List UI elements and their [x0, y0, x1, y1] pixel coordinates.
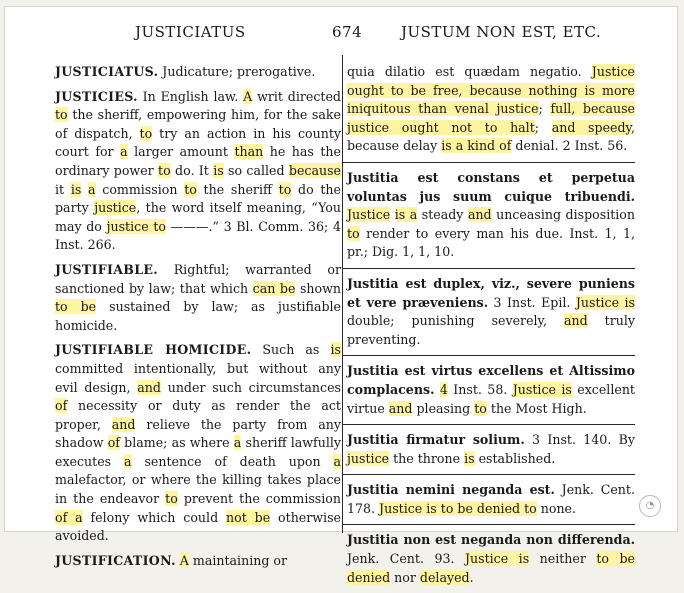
- latin-maxim: Justitia est duplex, viz., severe puniens et vere præveniens.: [347, 275, 635, 310]
- highlighted-text: of: [107, 435, 120, 451]
- entry-text: committed intentionally, but without any evil design,: [55, 360, 341, 395]
- highlighted-text: of a: [55, 509, 83, 525]
- entry-text: writ directed: [252, 88, 341, 104]
- highlighted-text: and speedy: [551, 119, 631, 135]
- entry-text: maintaining or: [188, 552, 287, 568]
- left-entry: [55, 88, 341, 255]
- highlighted-text: to: [474, 400, 487, 416]
- right-entry: [347, 531, 635, 587]
- entry-text: Inst. 58.: [447, 381, 513, 397]
- entry-separator: [343, 162, 635, 163]
- entry-text: relieve the party from any shadow: [55, 416, 341, 451]
- entry-headword: JUSTICIES.: [55, 88, 138, 104]
- highlighted-text: because: [288, 162, 341, 178]
- highlighted-text: 4: [439, 381, 448, 397]
- entry-text: ———.” 3 Bl. Comm. 36; 4 Inst. 266.: [55, 218, 341, 253]
- entry-text: prevent the commission: [177, 491, 341, 507]
- highlighted-text: justice: [94, 200, 137, 216]
- entry-text: sheriff lawfully executes: [55, 435, 341, 469]
- entry-text: blame; as where: [119, 435, 234, 451]
- entry-text: felony which could: [82, 509, 227, 525]
- entry-text: commission: [95, 181, 185, 197]
- entry-text: shown: [295, 280, 341, 296]
- entry-text: steady: [417, 207, 468, 223]
- highlighted-text: can be: [252, 280, 296, 296]
- entry-text: excellent virtue: [347, 381, 635, 416]
- entry-text: In English law.: [137, 88, 244, 104]
- entry-text: sentence of death upon: [131, 453, 334, 469]
- highlighted-text: and: [467, 207, 492, 223]
- entry-text: nor: [390, 569, 420, 585]
- entry-text: double; punishing severely,: [347, 313, 564, 329]
- entry-text: try an action in his county court for: [55, 125, 341, 160]
- entry-headword: JUSTIFICATION.: [55, 552, 176, 568]
- highlighted-text: and: [388, 400, 413, 416]
- entry-text: Judicature; prerogative.: [158, 64, 316, 79]
- latin-maxim: Justitia non est neganda non differenda.: [347, 532, 635, 548]
- highlighted-text: A: [243, 88, 253, 104]
- highlighted-text: is a: [394, 207, 418, 223]
- entry-text: he has the ordinary power: [55, 144, 341, 178]
- entry-text: 3 Inst. 140. By: [524, 432, 635, 448]
- entry-text: truly preventing.: [347, 313, 635, 347]
- entry-text: render to every man his due. Inst. 1, 1, pr.; Dig. 1, 1, 10.: [347, 225, 635, 260]
- highlighted-text: and: [111, 416, 136, 432]
- entry-headword: JUSTIFIABLE HOMICIDE.: [55, 342, 252, 358]
- entry-text: the sheriff, empowering him, for the sake of dispatch,: [55, 107, 341, 141]
- entry-text: so called: [223, 162, 289, 178]
- entry-text: it: [55, 181, 71, 197]
- entry-separator: [343, 474, 635, 475]
- entry-text: under such circumstances: [160, 379, 341, 395]
- highlighted-text: Justice is to be denied to: [379, 500, 537, 516]
- highlighted-text: is: [70, 181, 82, 197]
- entry-text: Jenk. Cent. 93.: [347, 551, 465, 567]
- left-entry: [55, 552, 341, 571]
- highlighted-text: a: [333, 453, 341, 469]
- column-divider: [342, 55, 343, 533]
- header-right-guide-word: JUSTUM NON EST, ETC.: [401, 23, 602, 41]
- highlighted-text: Justice is: [464, 551, 530, 567]
- highlighted-text: a: [120, 144, 128, 160]
- highlighted-text: Justice: [347, 207, 391, 223]
- right-column: [347, 63, 635, 593]
- entry-text: .: [469, 569, 474, 585]
- latin-maxim: Justitia nemini neganda est.: [347, 482, 555, 498]
- highlighted-text: is: [330, 342, 341, 358]
- highlighted-text: of: [55, 398, 68, 414]
- right-entry: [347, 63, 635, 156]
- entry-text: Rightful; warranted or sanctioned by law; that which: [55, 261, 341, 296]
- highlighted-text: delayed: [419, 569, 470, 585]
- entry-text: necessity or duty as render the act proper,: [55, 398, 341, 432]
- entry-headword: JUSTICIATUS.: [55, 64, 159, 79]
- highlighted-text: Justice is: [512, 381, 572, 397]
- entry-text: Jenk. Cent. 178.: [347, 482, 635, 516]
- right-entry: [347, 275, 635, 349]
- highlighted-text: is: [464, 450, 475, 466]
- right-entry: [347, 362, 635, 418]
- highlighted-text: to: [165, 491, 178, 507]
- page-number: 674: [332, 23, 363, 41]
- left-entry: [55, 63, 341, 82]
- entry-separator: [343, 268, 635, 269]
- entry-text: none.: [536, 500, 577, 516]
- entry-text: sustained by law; as justifiable homicide.: [55, 299, 341, 333]
- entry-separator: [343, 524, 635, 525]
- entry-text: Such as: [251, 342, 331, 358]
- highlighted-text: to be denied: [347, 551, 635, 585]
- highlighted-text: a: [88, 181, 96, 197]
- entry-text: pleasing: [412, 400, 475, 416]
- entry-text: quia dilatio est quædam negatio.: [347, 64, 592, 79]
- highlighted-text: is: [213, 162, 224, 178]
- highlighted-text: to: [278, 181, 292, 197]
- latin-maxim: Justitia est constans et perpetua voluntas jus suum cuique tribuendi.: [347, 169, 635, 204]
- entry-text: 3 Inst. Epil.: [488, 294, 576, 310]
- right-entry: [347, 431, 635, 468]
- entry-text: ;: [538, 101, 551, 117]
- entry-text: malefactor, or where the killing takes place in the endeavor: [55, 472, 341, 507]
- entry-text: the Most High.: [486, 400, 587, 416]
- page-header: [5, 23, 679, 43]
- entry-separator: [343, 355, 635, 356]
- highlighted-text: Justice ought to be free, because nothing is more iniquitous than venal justice: [347, 64, 635, 117]
- entry-text: larger amount: [127, 144, 235, 160]
- highlighted-text: full, because justice ought not to halt: [347, 101, 635, 135]
- entry-text: , because delay: [347, 119, 636, 154]
- entry-text: do. It: [170, 162, 214, 178]
- highlighted-text: a: [124, 453, 132, 469]
- highlighted-text: than: [234, 144, 264, 160]
- left-column: [55, 63, 341, 576]
- latin-maxim: Justitia firmatur solium.: [347, 432, 525, 448]
- highlighted-text: to be: [55, 299, 97, 315]
- highlighted-text: justice to: [106, 218, 166, 234]
- left-entry: [55, 261, 341, 335]
- right-entry: [347, 481, 635, 518]
- entry-text: , the word itself meaning, “You may do: [55, 200, 341, 234]
- entry-text: established.: [474, 450, 556, 466]
- highlighted-text: to: [184, 181, 197, 197]
- entry-text: do the party: [55, 181, 341, 216]
- right-entry: [347, 169, 635, 262]
- entry-headword: JUSTIFIABLE.: [55, 261, 158, 277]
- entry-text: the throne: [389, 450, 465, 466]
- entry-text: ;: [534, 119, 552, 135]
- highlighted-text: justice: [347, 450, 390, 466]
- highlighted-text: is a kind of: [441, 138, 512, 154]
- highlighted-text: a: [233, 435, 242, 451]
- highlighted-text: to: [347, 225, 360, 241]
- dictionary-page: [4, 6, 678, 585]
- highlighted-text: to: [158, 162, 171, 178]
- header-left-guide-word: JUSTICIATUS: [135, 23, 246, 41]
- highlighted-text: Justice is: [575, 294, 635, 310]
- highlighted-text: to: [55, 107, 68, 123]
- entry-text: denial. 2 Inst. 56.: [511, 138, 628, 154]
- watermark-logo-icon: ◔: [639, 495, 661, 517]
- entry-text: unceasing disposition: [491, 207, 636, 223]
- highlighted-text: and: [563, 313, 588, 329]
- entry-text: neither: [529, 551, 597, 567]
- entry-separator: [343, 424, 635, 425]
- highlighted-text: not be: [226, 509, 271, 525]
- highlighted-text: A: [179, 552, 189, 568]
- highlighted-text: to: [139, 125, 153, 141]
- entry-text: otherwise avoided.: [55, 509, 341, 544]
- left-entry: [55, 341, 341, 546]
- highlighted-text: and: [137, 379, 161, 395]
- latin-maxim: Justitia est virtus excellens et Altissimo complacens.: [347, 363, 635, 397]
- entry-text: the sheriff: [196, 181, 279, 197]
